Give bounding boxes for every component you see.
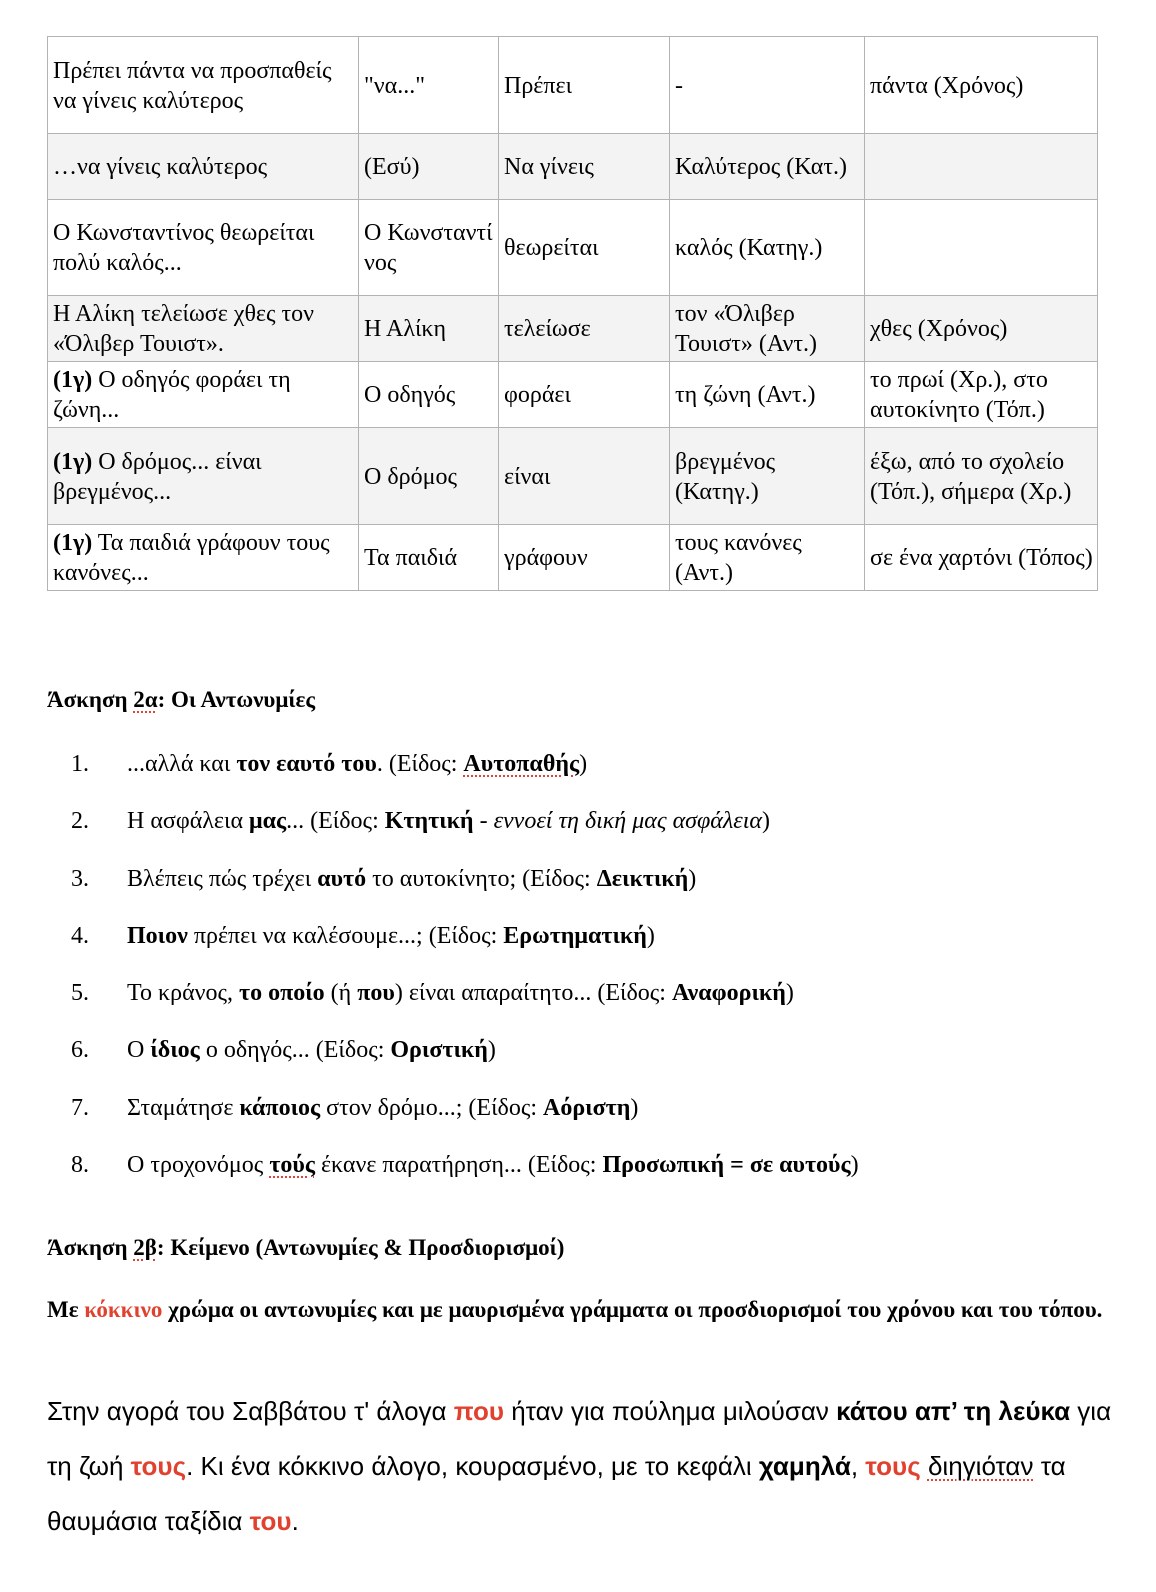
sentence-analysis-table <box>47 36 1098 591</box>
cell-verb: Πρέπει <box>499 37 670 134</box>
story-paragraph: Στην αγορά του Σαββάτου τ' άλογα που ήταν για πούλημα μιλούσαν κάτου απ’ τη λεύκα για τη ζωή τους. Κι ένα κόκκινο άλογο, κουρασμένο, με το κεφάλι χαμηλά, τους διηγιόταν τα θαυμάσια ταξίδια του. <box>47 1396 1112 1536</box>
table-row <box>48 428 1098 525</box>
cell-subject: Η Αλίκη <box>359 296 499 362</box>
pronoun-highlight: τους <box>865 1451 921 1481</box>
pronoun-highlight: του <box>249 1506 292 1536</box>
list-item: 1. ...αλλά και τον εαυτό του. (Είδος: Αυτοπαθής) <box>71 751 588 777</box>
pronoun-list <box>47 742 859 1200</box>
cell-subject: (Εσύ) <box>359 134 499 200</box>
cell-sentence: Η Αλίκη τελείωσε χθες τον «Όλιβερ Τουιστ». <box>48 296 359 362</box>
cell-subject: Ο οδηγός <box>359 362 499 428</box>
spellcheck-flag[interactable]: Αυτοπαθής <box>463 751 580 777</box>
pronoun-highlight: τους <box>130 1451 187 1481</box>
cell-verb: Να γίνεις <box>499 134 670 200</box>
pronoun-highlight: που <box>453 1396 504 1426</box>
list-item: 8. Ο τροχονόμος τούς έκανε παρατήρηση... (Είδος: Προσωπική = σε αυτούς) <box>71 1152 859 1179</box>
table-row <box>48 296 1098 362</box>
cell-sentence: Ο Κωνσταντίνος θεωρείται πολύ καλός... <box>48 200 359 296</box>
cell-sentence: Πρέπει πάντα να προσπαθείς να γίνεις καλύτερος <box>48 37 359 134</box>
cell-sentence: (1γ) Ο οδηγός φοράει τη ζώνη... <box>48 362 359 428</box>
cell-sentence: …να γίνεις καλύτερος <box>48 134 359 200</box>
spellcheck-flag[interactable]: 2β <box>133 1235 157 1260</box>
cell-subject: Ο Κωνσταντί νος <box>359 200 499 296</box>
cell-object: τη ζώνη (Αντ.) <box>670 362 865 428</box>
cell-verb: είναι <box>499 428 670 525</box>
cell-sentence: (1γ) Ο δρόμος... είναι βρεγμένος... <box>48 428 359 525</box>
cell-object: Καλύτερος (Κατ.) <box>670 134 865 200</box>
table-row <box>48 134 1098 200</box>
modifier-highlight: χαμηλά <box>758 1451 851 1481</box>
cell-subject: Τα παιδιά <box>359 525 499 591</box>
list-item: 3. Βλέπεις πώς τρέχει αυτό το αυτοκίνητο; (Είδος: Δεικτική) <box>71 865 697 892</box>
modifier-highlight: κάτου απ’ τη λεύκα <box>836 1396 1071 1426</box>
cell-modifier <box>865 200 1098 296</box>
spellcheck-flag[interactable]: τούς <box>269 1152 315 1179</box>
list-item: 5. Το κράνος, το οποίο (ή που) είναι απαραίτητο... (Είδος: Αναφορική) <box>71 980 794 1007</box>
table-row <box>48 362 1098 428</box>
cell-sentence: (1γ) Τα παιδιά γράφουν τους κανόνες... <box>48 525 359 591</box>
cell-object: - <box>670 37 865 134</box>
cell-object: τους κανόνες (Αντ.) <box>670 525 865 591</box>
cell-object: καλός (Κατηγ.) <box>670 200 865 296</box>
cell-object: τον «Όλιβερ Τουιστ» (Αντ.) <box>670 296 865 362</box>
spellcheck-flag[interactable]: 2α <box>133 687 158 712</box>
cell-object: βρεγμένος (Κατηγ.) <box>670 428 865 525</box>
spellcheck-flag[interactable]: διηγιόταν <box>927 1451 1034 1481</box>
cell-subject: Ο δρόμος <box>359 428 499 525</box>
cell-verb: θεωρείται <box>499 200 670 296</box>
cell-verb: φοράει <box>499 362 670 428</box>
cell-modifier: πάντα (Χρόνος) <box>865 37 1098 134</box>
instruction-text: Με κόκκινο χρώμα οι αντωνυμίες και με μαυρισμένα γράμματα οι προσδιορισμοί του χρόνου και του τόπου. <box>47 1297 1103 1322</box>
list-item: 7. Σταμάτησε κάποιος στον δρόμο...; (Είδος: Αόριστη) <box>71 1094 639 1121</box>
table-row <box>48 200 1098 296</box>
table-row <box>48 37 1098 134</box>
table-row <box>48 525 1098 591</box>
list-item: 4. Ποιον πρέπει να καλέσουμε...; (Είδος: Ερωτηματική) <box>71 922 655 949</box>
cell-verb: τελείωσε <box>499 296 670 362</box>
list-item: 6. Ο ίδιος ο οδηγός... (Είδος: Οριστική) <box>71 1037 496 1064</box>
cell-modifier <box>865 134 1098 200</box>
exercise-2a-heading: Άσκηση 2α: Οι Αντωνυμίες <box>47 687 316 712</box>
cell-modifier: το πρωί (Χρ.), στο αυτοκίνητο (Τόπ.) <box>865 362 1098 428</box>
list-item: 2. Η ασφάλεια μας... (Είδος: Κτητική - εννοεί τη δική μας ασφάλεια) <box>71 808 771 835</box>
cell-modifier: έξω, από το σχολείο (Τόπ.), σήμερα (Χρ.) <box>865 428 1098 525</box>
cell-subject: "να..." <box>359 37 499 134</box>
cell-verb: γράφουν <box>499 525 670 591</box>
exercise-2b-heading: Άσκηση 2β: Κείμενο (Αντωνυμίες & Προσδιορισμοί) <box>47 1235 565 1260</box>
cell-modifier: χθες (Χρόνος) <box>865 296 1098 362</box>
cell-modifier: σε ένα χαρτόνι (Τόπος) <box>865 525 1098 591</box>
